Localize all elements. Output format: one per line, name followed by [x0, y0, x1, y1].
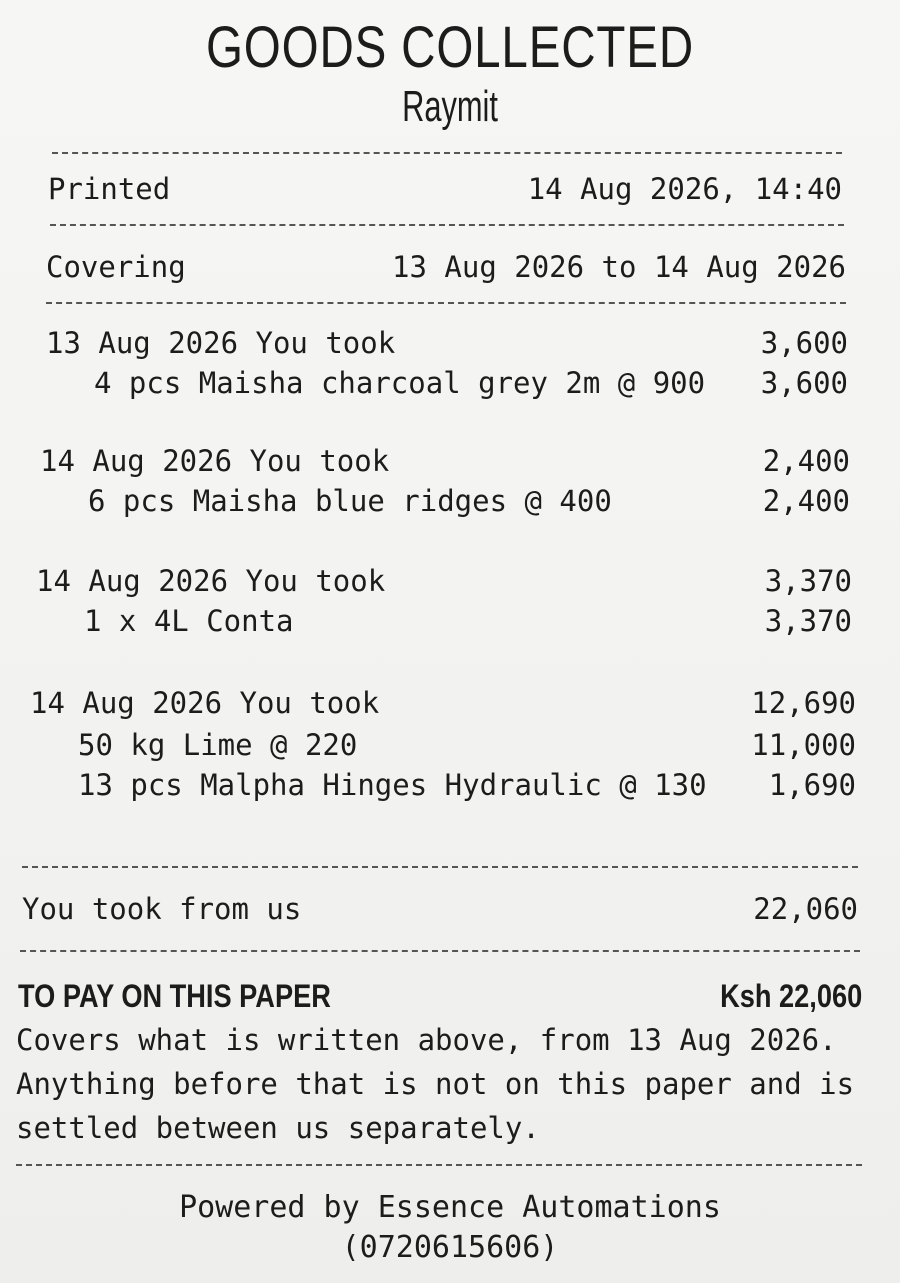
entry-total: 3,600	[760, 326, 848, 360]
entry-item-row	[36, 604, 852, 638]
printed-row	[48, 172, 842, 206]
coverage-note-line: Covers what is written above, from 13 Aug 2026.	[16, 1023, 837, 1057]
divider	[16, 1164, 862, 1166]
entry-item-desc: 13 pcs Malpha Hinges Hydraulic @ 130	[78, 768, 707, 802]
entry-heading-row	[36, 564, 852, 598]
pay-label: TO PAY ON THIS PAPER	[18, 978, 331, 1014]
entry-item-desc: 50 kg Lime @ 220	[78, 728, 358, 762]
receipt-title: GOODS COLLECTED	[205, 15, 695, 80]
entry-item-amount: 2,400	[762, 484, 850, 518]
entry-item-desc: 4 pcs Maisha charcoal grey 2m @ 900	[94, 366, 706, 400]
entry-heading: 14 Aug 2026 You took	[40, 444, 390, 478]
entry-heading-row	[40, 444, 850, 478]
shop-name: Raymit	[402, 82, 498, 131]
entry-item-desc: 1 x 4L Conta	[84, 604, 294, 638]
entry-item-desc: 6 pcs Maisha blue ridges @ 400	[88, 484, 612, 518]
printed-value: 14 Aug 2026, 14:40	[527, 172, 842, 206]
divider	[22, 866, 858, 868]
entry-total: 2,400	[762, 444, 850, 478]
entry-heading: 14 Aug 2026 You took	[36, 564, 386, 598]
divider	[50, 224, 844, 226]
took-row	[22, 892, 858, 926]
divider	[20, 950, 860, 952]
coverage-note-line: Anything before that is not on this paper and is	[16, 1067, 855, 1101]
divider	[52, 152, 842, 154]
coverage-note-line: settled between us separately.	[16, 1111, 540, 1145]
entry-heading-row	[30, 686, 856, 720]
footer	[0, 1188, 900, 1268]
entry-item-row	[30, 728, 856, 762]
support-phone: (0720615606)	[341, 1230, 559, 1265]
divider	[46, 302, 846, 304]
entry-total: 3,370	[764, 564, 852, 598]
entry-item-amount: 3,600	[760, 366, 848, 400]
pay-row	[18, 978, 862, 1015]
covering-value: 13 Aug 2026 to 14 Aug 2026	[392, 250, 846, 284]
entry-item-row	[40, 484, 850, 518]
covering-row	[46, 250, 846, 284]
entry-total: 12,690	[751, 686, 856, 720]
entry-item-amount: 1,690	[768, 768, 856, 802]
entry-item-row	[46, 366, 848, 400]
powered-by: Powered by Essence Automations	[179, 1190, 721, 1225]
entry-item-amount: 3,370	[764, 604, 852, 638]
entry-heading: 14 Aug 2026 You took	[30, 686, 380, 720]
printed-label: Printed	[48, 172, 171, 206]
entry-heading-row	[46, 326, 848, 360]
entry-item-row	[30, 768, 856, 802]
took-value: 22,060	[753, 892, 858, 926]
pay-value: Ksh 22,060	[719, 978, 862, 1014]
entry-item-amount: 11,000	[751, 728, 856, 762]
coverage-note	[16, 1018, 876, 1150]
covering-label: Covering	[46, 250, 186, 284]
entry-heading: 13 Aug 2026 You took	[46, 326, 396, 360]
took-label: You took from us	[22, 892, 302, 926]
